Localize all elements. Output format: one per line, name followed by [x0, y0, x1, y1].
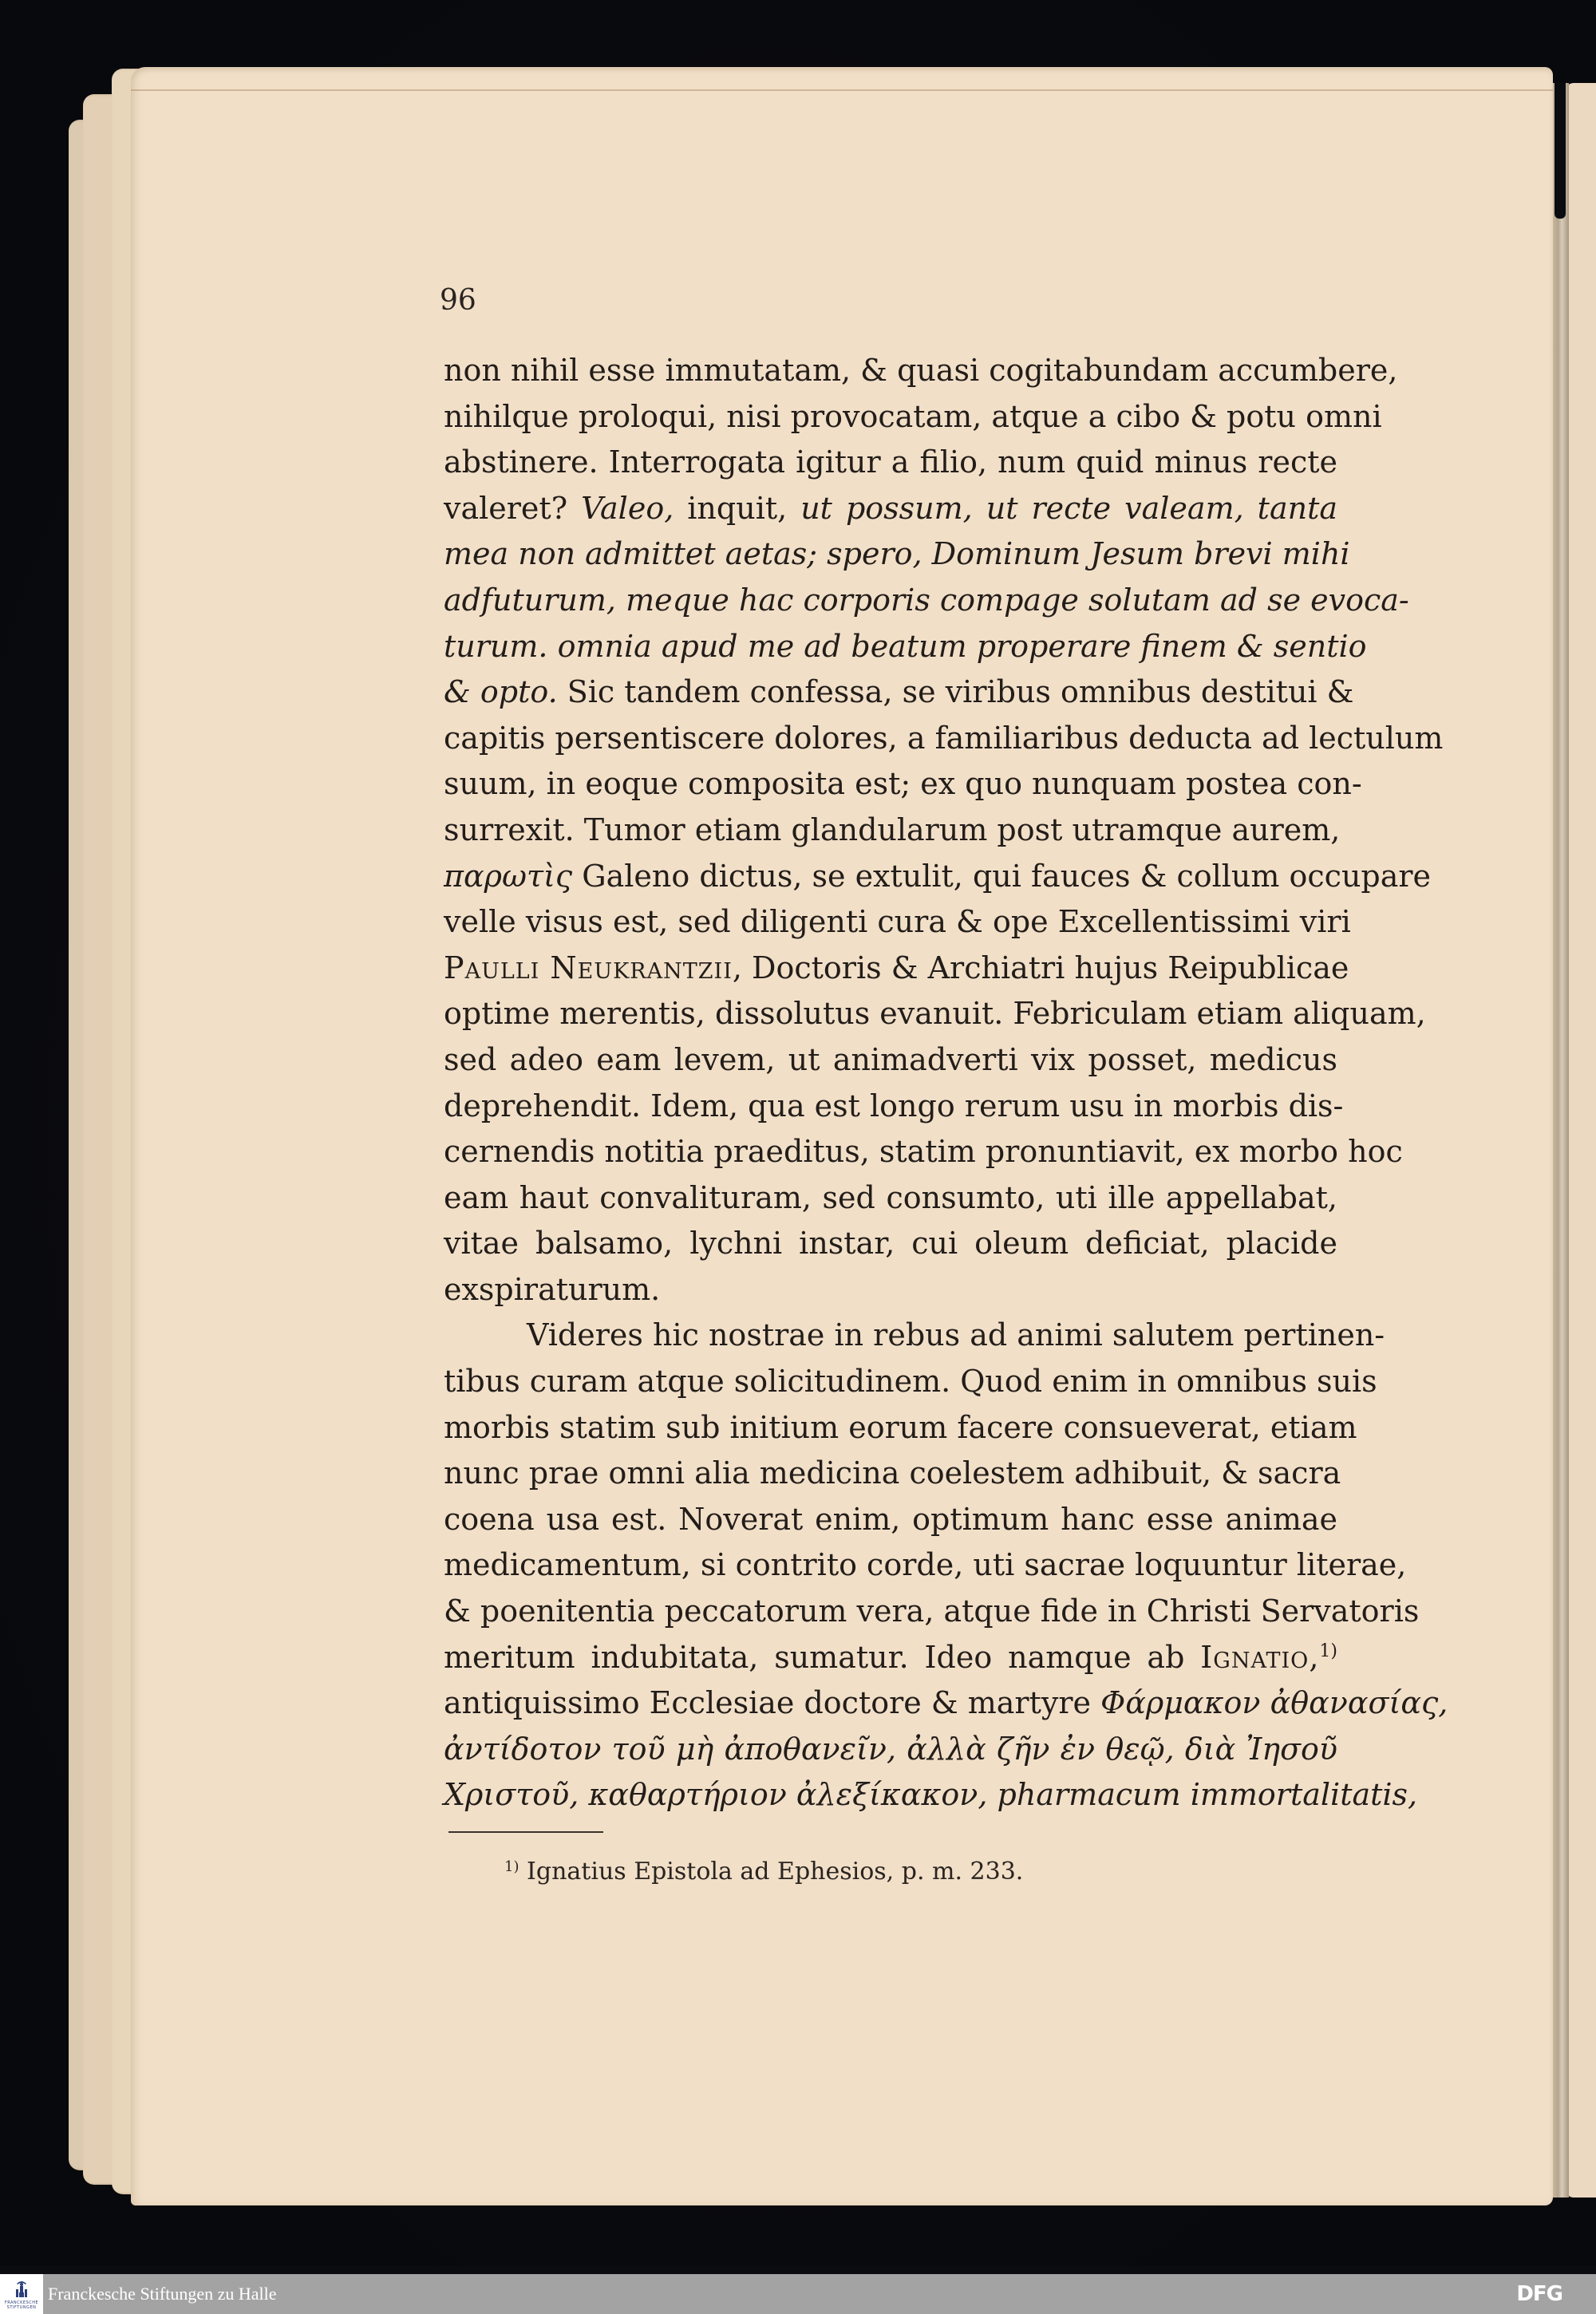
viewer-footer-bar	[0, 2274, 1596, 2314]
text-line	[444, 578, 1409, 624]
text-run: velle visus est, sed diligenti cura & ope Excellentissimi viri	[444, 904, 1351, 940]
text-run: & poenitentia peccatorum vera, atque fide in Christi Servatoris	[444, 1593, 1420, 1629]
text-line	[444, 1589, 1420, 1635]
book-gutter-shadow	[1555, 83, 1566, 219]
text-run: meritum indubitata, sumatur. Ideo namque ab	[444, 1639, 1201, 1675]
text-run: coena usa est. Noverat enim, optimum hanc esse animae	[444, 1501, 1337, 1537]
italic-text: Φάρμακον ἀθανασίας,	[1100, 1685, 1448, 1721]
text-run: abstinere. Interrogata igitur a filio, num quid minus recte	[444, 444, 1337, 480]
text-line	[444, 761, 1362, 808]
text-run: nunc prae omni alia medicina coelestem adhibuit, & sacra	[444, 1455, 1341, 1491]
logo-label	[2, 2300, 41, 2310]
italic-text: Valeo,	[581, 490, 674, 526]
adjacent-page-edge	[1566, 83, 1596, 2198]
text-run: Videres hic nostrae in rebus ad animi salutem pertinen-	[527, 1317, 1385, 1353]
text-line	[444, 1359, 1377, 1405]
logo-label-line-2: STIFTUNGEN	[6, 2305, 37, 2310]
text-line	[444, 394, 1382, 440]
text-line	[444, 1084, 1344, 1130]
paragraph-1	[444, 348, 1444, 1313]
text-run: tibus curam atque solicitudinem. Quod enim in omnibus suis	[444, 1364, 1377, 1400]
footnote	[504, 1858, 1023, 1886]
page-number: 96	[440, 284, 476, 317]
text-line	[444, 1772, 1418, 1818]
text-line	[444, 808, 1341, 854]
text-line	[444, 440, 1337, 486]
italic-text: ἀντίδοτον τοῦ μὴ ἀποθανεῖν, ἀλλὰ ζῆν ἐν θεῷ, διὰ Ἰησοῦ	[444, 1731, 1337, 1767]
text-run: Galeno dictus, se extulit, qui fauces & collum occupare	[572, 858, 1432, 894]
italic-text: mea non admittet aetas; spero, Dominum Jesum brevi mihi	[444, 536, 1350, 572]
text-line	[444, 1175, 1337, 1222]
institution-logo-icon	[14, 2279, 29, 2300]
italic-text: & opto.	[444, 674, 558, 710]
italic-text: ut possum, ut recte valeam, tanta	[800, 490, 1337, 526]
text-line	[444, 1037, 1337, 1084]
franckesche-logo[interactable]	[0, 2274, 43, 2314]
text-line	[444, 1451, 1341, 1497]
footnote-marker: 1)	[504, 1858, 519, 1875]
text-run: morbis statim sub initium eorum facere consueverat, etiam	[444, 1409, 1357, 1445]
text-line	[444, 1129, 1403, 1175]
text-run: cernendis notitia praeditus, statim pronuntiavit, ex morbo hoc	[444, 1134, 1403, 1170]
name-small-caps: Paulli Neukrantzii	[444, 950, 733, 985]
text-run: , Doctoris & Archiatri hujus Reipublicae	[732, 950, 1349, 985]
text-line	[444, 669, 1354, 716]
text-run: suum, in eoque composita est; ex quo nunquam postea con-	[444, 766, 1362, 802]
text-line	[444, 1313, 1385, 1359]
text-line	[444, 531, 1350, 578]
footnote-divider	[448, 1831, 603, 1833]
footnote-reference: 1)	[1319, 1641, 1337, 1661]
italic-text: adfuturum, meque hac corporis compage solutam ad se evoca-	[444, 582, 1409, 618]
text-line	[444, 1542, 1407, 1589]
name-small-caps: Ignatio,	[1200, 1639, 1320, 1675]
text-line	[444, 716, 1444, 762]
text-run: nihilque proloqui, nisi provocatam, atque a cibo & potu omni	[444, 398, 1382, 434]
text-line	[444, 1221, 1337, 1267]
text-run: vitae balsamo, lychni instar, cui oleum deficiat, placide	[444, 1226, 1337, 1262]
text-run: inquit,	[674, 490, 801, 526]
institution-name: Franckesche Stiftungen zu Halle	[48, 2284, 277, 2304]
logo-label-line-1: FRANCKESCHE	[4, 2300, 39, 2305]
italic-text: παρωτὶς	[444, 858, 573, 894]
text-line	[444, 486, 1337, 532]
text-line	[444, 1267, 1337, 1313]
text-line	[444, 946, 1349, 992]
footnote-text: Ignatius Epistola ad Ephesios, p. m. 233.	[527, 1858, 1024, 1886]
dfg-logo[interactable]: DFG	[1516, 2282, 1562, 2306]
text-line	[444, 348, 1398, 394]
book-gutter	[1551, 83, 1569, 2198]
text-run: optime merentis, dissolutus evanuit. Febriculam etiam aliquam,	[444, 996, 1426, 1032]
text-run: non nihil esse immutatam, & quasi cogitabundam accumbere,	[444, 353, 1398, 388]
text-line	[444, 1405, 1357, 1451]
text-run: eam haut convalituram, sed consumto, uti ille appellabat,	[444, 1179, 1337, 1215]
text-line	[444, 1680, 1448, 1727]
text-run: exspiraturum.	[444, 1271, 661, 1307]
paragraph-2	[444, 1313, 1448, 1818]
text-run: surrexit. Tumor etiam glandularum post utramque aurem,	[444, 811, 1341, 847]
body-text	[444, 348, 1448, 1818]
text-line	[444, 624, 1367, 670]
text-run: Sic tandem confessa, se viribus omnibus destitui &	[557, 674, 1354, 710]
text-line	[444, 1635, 1337, 1681]
text-run: medicamentum, si contrito corde, uti sacrae loquuntur literae,	[444, 1547, 1407, 1583]
text-run: valeret?	[444, 490, 582, 526]
text-line	[444, 899, 1351, 946]
text-line	[444, 1727, 1337, 1773]
text-line	[444, 991, 1426, 1037]
text-run: sed adeo eam levem, ut animadverti vix posset, medicus	[444, 1041, 1337, 1077]
text-line	[444, 1497, 1337, 1543]
text-line	[444, 854, 1432, 900]
text-run: antiquissimo Ecclesiae doctore & martyre	[444, 1685, 1101, 1721]
italic-text: turum. omnia apud me ad beatum properare finem & sentio	[444, 628, 1367, 664]
text-run: deprehendit. Idem, qua est longo rerum usu in morbis dis-	[444, 1088, 1344, 1123]
italic-text: Χριστοῦ, καθαρτήριον ἀλεξίκακον, pharmacum immortalitatis,	[444, 1777, 1418, 1813]
text-run: capitis persentiscere dolores, a familiaribus deducta ad lectulum	[444, 720, 1444, 756]
